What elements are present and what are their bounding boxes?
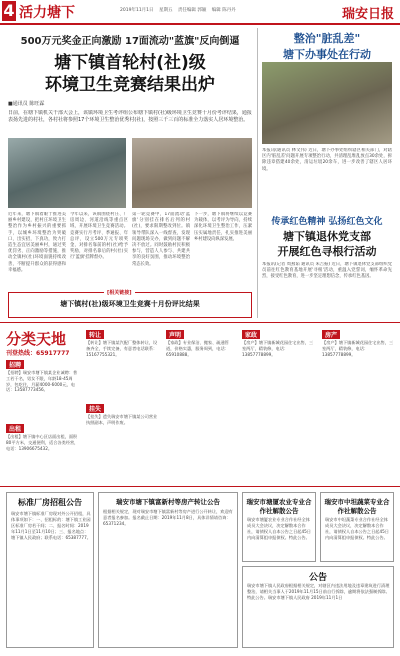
lead-body-col2: 今年以来，该镇围绕村庄、厂房周边、河道沿线等重点区域，开展环境卫生竞赛活动。竞赛实行月考评、季通报、年总评，设立500万元专项奖金，对排名靠前的村(社)给予奖励，对排名靠后的村(社)实行'蓝旗'挂牌督办。	[70, 212, 128, 261]
notice-title-5: 公告	[308, 573, 327, 583]
category-label: 转让	[86, 330, 104, 339]
related-title: 塘下镇村(社)级环境卫生竞赛十月份评比结果	[60, 300, 200, 308]
notice-box-3	[242, 492, 316, 562]
classified-ad: 【房产】塘下镇新城花园住宅出售，三室两厅，精装修，电话：13857778899。	[322, 340, 394, 357]
classified-title: 分类天地	[6, 330, 67, 348]
header-rule	[0, 23, 400, 25]
column-rule	[257, 28, 258, 318]
lead-body-col4: 下一步，塘下镇将继续以竞赛为载体，以考评为导向，持续深化环境卫生整治工作，压紧压实属地责任，扎实推进美丽乡村建设向纵深发展。	[194, 212, 252, 242]
section-divider	[0, 322, 400, 323]
editor-line: 编辑 陈丹丹	[211, 8, 236, 13]
category-label: 房产	[322, 330, 340, 339]
classified-ad: 【招聘】瑞安市塘下镇某企业诚聘：普工若干名，男女不限，年龄18-45周岁，包吃住，月薪4000-6000元，电话：13587773456。	[6, 370, 78, 393]
right-second-title1: 塘下镇退休党支部	[283, 230, 371, 243]
notice-title-2: 瑞安市塘下镇富新村等房产转让公告	[116, 498, 220, 506]
classified-ad: 【转让】塘下镇某汽配厂整体转让，设备齐全，手续完备，有意者电话联系：15167755321。	[86, 340, 158, 357]
right-second-title2: 开展红色寻根行活动	[277, 245, 377, 258]
notice-box-5	[242, 566, 394, 648]
classified-ad: 【出租】塘下镇中心区店面出租，面积80平方米，交通便利，适合各类经营，电话：13906675432。	[6, 434, 79, 451]
notice-title-1: 标准厂房招租公告	[18, 498, 82, 507]
notice-box-2	[98, 492, 238, 648]
newspaper-logo: 瑞安日报	[341, 7, 394, 22]
right-top-photo	[262, 62, 392, 144]
lead-photo-2	[132, 138, 252, 208]
classified-ad: 【家政】专业保洁、搬家、疏通管道，价格实惠，服务周到，电话：65910888。	[166, 340, 229, 357]
notice-body-5: 瑞安市塘下镇人民政府根据相关规定，对辖区内违法用地及违章建筑进行清理整治，请相关当事人于2019年11月15日前自行拆除，逾期将依法强制拆除。特此公告。瑞安市塘下镇人民政府 2019年11月1日	[247, 583, 390, 600]
category-label: 挂失	[86, 404, 104, 413]
weekday: 星期五	[158, 8, 173, 13]
page-header	[0, 0, 400, 24]
lead-intro: 日前，在塘下镇机关干部大会上，该镇环境卫生考评组公布塘下镇村(社)级环境卫生竞赛十月份考评结果，通报表扬先进的村社，各村社将参照17个环境卫生整治优秀村(社)，按照三千三百的标准全力落实人居环境整治。	[8, 110, 252, 123]
category-label: 招聘	[6, 360, 24, 369]
phone-label: 刊登热线：	[6, 350, 37, 357]
lead-photo	[8, 138, 126, 208]
notice-body-3: 瑞安市塘厦农业专业合作社经全体成员大会决议，决定解散本合作社，请债权人自本公告之日起45日内向清算组申报债权。特此公告。	[247, 517, 311, 540]
right-top-body: 本报讯(通讯员 林文伟) 近日，塘下办事处组织辖区相关部门，对辖区内'脏乱差'问题开展专项整治行动，共清理乱堆乱放点30余处，拆除违章搭建40余处，清运垃圾20余车，进一步改善了辖区人居环境。	[262, 148, 392, 172]
notice-box-1	[6, 492, 94, 648]
right-second-body: 本报讯(记者 周燕茹 通讯员 朱吉振) 近日，塘下镇退休党支部组织党员前往红色教育基地开展'寻根'活动，重温入党誓词，缅怀革命先烈，接受红色教育，进一步坚定理想信念，传承红色基因。	[262, 262, 392, 280]
notice-title-3: 瑞安市塘厦农业专业合作社解散公告	[246, 498, 312, 515]
header-meta	[120, 7, 240, 13]
lead-body-col3: 第一轮竞赛中，17面流动'蓝旗'分别挂在排名后列的村(社)，要求限期整改到位。镇领导带队深入一线督查，发现问题现场交办，做到问题不解决不放过。同时鼓励村民积极参与，营造人人参与、共建共享的良好氛围，推动环境整治常态长效。	[132, 212, 190, 267]
notice-box-4	[320, 492, 394, 562]
editor-line: 责任编辑 郭颖	[177, 8, 207, 13]
notice-body-2: 根据相关规定，现对瑞安市塘下镇富新村等房产进行公开转让，欢迎有意者报名参加。报名截止日期：2019年11月8日，具体详情请咨询：65371234。	[103, 509, 233, 526]
section-divider	[0, 486, 400, 487]
related-tag: [相关链接]	[104, 289, 135, 296]
section-name: 活力塘下	[19, 5, 75, 21]
related-link-box	[8, 292, 252, 318]
lead-body-col1: 近年来，塘下镇着眼于推进美丽乡村建设，把村庄环境卫生整治作为乡村振兴的重要抓手，以城乡环境整治为突破口，出实招，下真功，致力打造生态宜居美丽乡村，通过奖优罚劣、正向激励等措施，推动全镇村(社)环境面貌持续改善，不断提升群众的获得感和幸福感。	[8, 212, 66, 273]
lead-title-line2: 环境卫生竞赛结果出炉	[45, 75, 215, 95]
right-top-kicker: 整治"脏乱差"	[293, 32, 361, 45]
right-top-title: 塘下办事处在行动	[283, 48, 371, 61]
category-label: 声明	[166, 330, 184, 339]
right-second-kicker: 传承红色精神 弘扬红色文化	[271, 217, 383, 227]
lead-title-line1: 塘下镇首轮村(社)级	[54, 53, 206, 73]
classified-phone	[6, 348, 69, 357]
category-label: 出租	[6, 424, 24, 433]
issue-date: 2019年11月1日	[120, 8, 154, 13]
lead-byline: ■通讯员 陈旺霖	[8, 101, 45, 107]
classified-ad: 【挂失】遗失瑞安市塘下镇某公司营业执照副本，声明作废。	[86, 414, 158, 425]
section-number: 4	[3, 1, 15, 20]
notice-body-1: 瑞安市塘下镇标准厂房现对外公开招租，具体事项如下：一、招租标的：塘下镇工业园区标准厂房若干间；二、报名时间：2019年11月1日至11月10日；三、报名地点：塘下镇人民政府；联系电话：65387777。	[11, 511, 91, 540]
phone-number: 65917777	[36, 350, 70, 357]
lead-kicker: 500万元奖金正向激励 17面流动"蓝旗"反向倒逼	[20, 36, 240, 47]
category-label: 家政	[242, 330, 260, 339]
notice-title-4: 瑞安市中坦蔬菜专业合作社解散公告	[324, 498, 390, 515]
classified-ad: 【房产】塘下镇新城花园住宅出售，三室两厅，精装修，电话：13857778899。	[242, 340, 314, 357]
notice-body-4: 瑞安市中坦蔬菜专业合作社经全体成员大会决议，决定解散本合作社，请债权人自本公告之日起45日内向清算组申报债权。特此公告。	[325, 517, 389, 540]
